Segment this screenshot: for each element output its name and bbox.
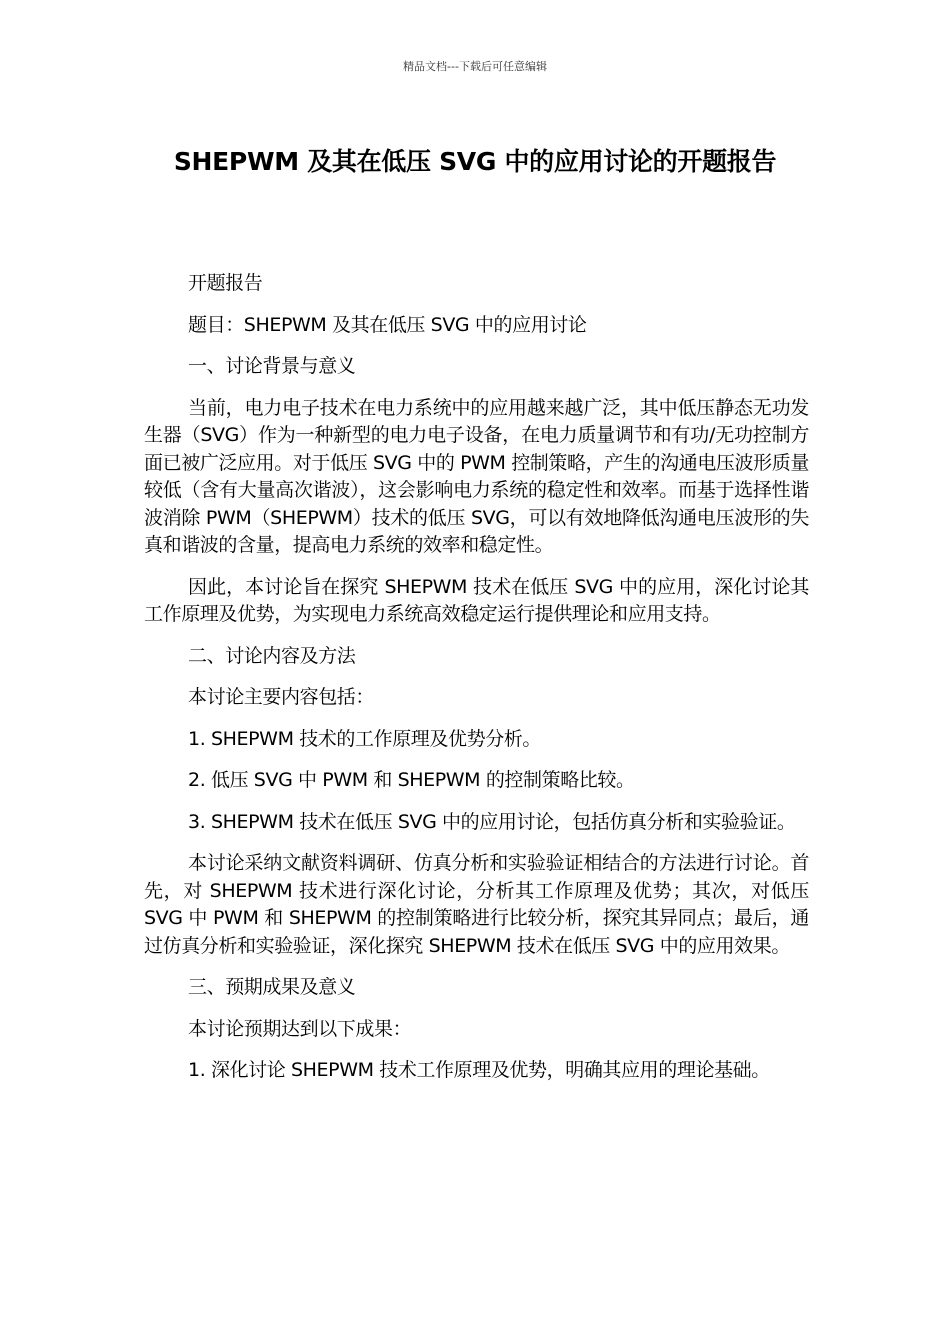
- list-item: 2. 低压 SVG 中 PWM 和 SHEPWM 的控制策略比较。: [188, 769, 635, 791]
- paragraph-report-label: 开题报告: [188, 272, 263, 294]
- paragraph-results-intro: 本讨论预期达到以下成果：: [188, 1017, 412, 1040]
- paragraph-background: 当前，电力电子技术在电力系统中的应用越来越广泛，其中低压静态无功发生器（SVG）作为一种新型的电力电子设备，在电力质量调节和有功/无功控制方面已被广泛应用。对于低压 SVG 中的 PWM 控制策略，产生的沟通电压波形质量较低（含有大量高次谐波），这会影响电力系统的稳定性和效率。而基于选择性谐波消除 PWM（SHEPWM）技术的低压 SVG，可以有效地降低沟通电压波形的失真和谐波的含量，提高电力系统的效率和稳定性。: [144, 396, 809, 556]
- header-note: 精品文档---下载后可任意编辑: [403, 60, 547, 73]
- section-heading-content-method: 二、讨论内容及方法: [188, 644, 356, 667]
- paragraph-topic: 题目：SHEPWM 及其在低压 SVG 中的应用讨论: [188, 313, 587, 336]
- paragraph-purpose: 因此，本讨论旨在探究 SHEPWM 技术在低压 SVG 中的应用，深化讨论其工作原理及优势，为实现电力系统高效稳定运行提供理论和应用支持。: [144, 575, 809, 625]
- list-item: 1. SHEPWM 技术的工作原理及优势分析。: [188, 727, 541, 750]
- list-item: 3. SHEPWM 技术在低压 SVG 中的应用讨论，包括仿真分析和实验验证。: [188, 810, 796, 833]
- paragraph-content-intro: 本讨论主要内容包括：: [188, 686, 375, 708]
- document-body: [144, 270, 809, 1099]
- section-heading-background: 一、讨论背景与意义: [188, 355, 356, 377]
- paragraph-method: 本讨论采纳文献资料调研、仿真分析和实验验证相结合的方法进行讨论。首先，对 SHEPWM 技术进行深化讨论，分析其工作原理及优势；其次，对低压 SVG 中 PWM 和 SHEPWM 的控制策略进行比较分析，探究其异同点；最后，通过仿真分析和实验验证，深化探究 SHEPWM 技术在低压 SVG 中的应用效果。: [144, 852, 809, 957]
- section-heading-expected-results: 三、预期成果及意义: [188, 976, 356, 998]
- list-item: 1. 深化讨论 SHEPWM 技术工作原理及优势，明确其应用的理论基础。: [188, 1059, 770, 1081]
- document-title: SHEPWM 及其在低压 SVG 中的应用讨论的开题报告: [173, 147, 777, 176]
